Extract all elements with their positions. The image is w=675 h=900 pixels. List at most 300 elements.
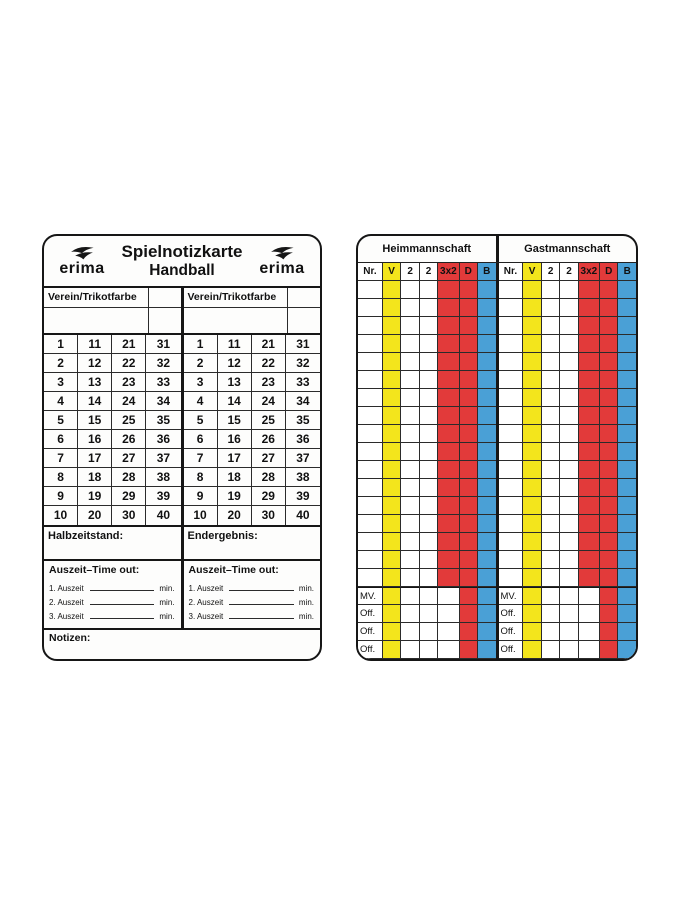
official-cell (618, 587, 636, 605)
player-cell (499, 335, 524, 353)
column-header-cell: 2 (401, 263, 419, 281)
player-cell (542, 353, 560, 371)
player-cell (499, 425, 524, 443)
player-cell (358, 533, 383, 551)
halftime-label: Halbzeitstand: (48, 530, 124, 542)
number-cell: 21 (112, 335, 146, 354)
player-cell (499, 299, 524, 317)
player-cell (618, 425, 636, 443)
player-cell (401, 335, 419, 353)
player-cell (542, 479, 560, 497)
erima-wordmark: erima (59, 260, 105, 277)
number-cell: 40 (296, 508, 310, 522)
player-cell (358, 389, 383, 407)
player-cell (401, 371, 419, 389)
official-label-cell: Off. (499, 605, 524, 623)
player-cell (383, 407, 401, 425)
number-cell: 11 (218, 335, 252, 354)
official-cell (542, 587, 560, 605)
player-cell (358, 407, 383, 425)
player-cell (438, 443, 459, 461)
player-cell (499, 479, 524, 497)
player-cell (618, 407, 636, 425)
player-cell (401, 497, 419, 515)
player-cell (460, 425, 478, 443)
player-cell (542, 443, 560, 461)
player-cell (560, 479, 578, 497)
player-cell (523, 371, 541, 389)
player-cell (499, 407, 524, 425)
player-cell (420, 353, 438, 371)
timeout-row-label: 3. Auszeit (188, 612, 224, 621)
player-cell (438, 533, 459, 551)
number-cell: 6 (44, 430, 78, 449)
player-cell (618, 497, 636, 515)
column-header-cell: V (523, 263, 541, 281)
player-cell (618, 335, 636, 353)
player-cell (438, 371, 459, 389)
player-cell (383, 371, 401, 389)
official-cell (383, 623, 401, 641)
number-cell: 28 (112, 468, 146, 487)
column-header-cell: V (383, 263, 401, 281)
player-cell (401, 389, 419, 407)
minutes-label: min. (298, 612, 314, 621)
erima-wordmark: erima (259, 260, 305, 277)
player-cell (383, 497, 401, 515)
player-cell (478, 515, 496, 533)
timeout-row (49, 579, 175, 593)
player-cell (600, 317, 618, 335)
player-cell (560, 317, 578, 335)
timeout-row-label: 2. Auszeit (188, 598, 224, 607)
timeout-row (49, 607, 175, 621)
player-cell (478, 497, 496, 515)
player-cell (383, 479, 401, 497)
erima-logo-left (53, 245, 111, 277)
player-cell (499, 515, 524, 533)
official-cell (460, 641, 478, 659)
official-label-cell: MV. (499, 587, 524, 605)
timeout-write-line (90, 617, 155, 619)
player-cell (618, 461, 636, 479)
minutes-label: min. (159, 612, 175, 621)
player-cell (523, 569, 541, 587)
number-cell: 38 (286, 468, 320, 487)
number-cell: 1 (184, 335, 218, 354)
player-cell (579, 569, 600, 587)
player-cell (560, 389, 578, 407)
player-cell (420, 407, 438, 425)
player-cell (542, 515, 560, 533)
player-cell (579, 479, 600, 497)
team-half-home (44, 288, 181, 525)
number-cell: 23 (252, 373, 286, 392)
number-cell: 26 (252, 430, 286, 449)
player-cell (523, 497, 541, 515)
number-cell: 30 (252, 506, 286, 525)
player-cell (383, 281, 401, 299)
score-section (44, 525, 320, 559)
player-cell (420, 371, 438, 389)
player-cell (579, 425, 600, 443)
player-cell (438, 497, 459, 515)
team-name-row (44, 308, 181, 335)
column-header-cell: 3x2 (438, 263, 459, 281)
player-cell (383, 335, 401, 353)
player-cell (383, 443, 401, 461)
number-cell: 40 (156, 508, 171, 522)
column-header-cell: Nr. (499, 263, 524, 281)
player-cell (560, 443, 578, 461)
timeout-write-line (90, 603, 155, 605)
player-cell (460, 461, 478, 479)
official-cell (401, 587, 419, 605)
erima-bird-icon (63, 245, 101, 260)
jersey-color-cell (288, 288, 320, 307)
number-cell: 22 (252, 354, 286, 373)
timeout-row-label: 2. Auszeit (49, 598, 84, 607)
player-cell (478, 443, 496, 461)
player-cell (579, 533, 600, 551)
player-cell (383, 353, 401, 371)
player-cell (460, 551, 478, 569)
player-cell (618, 389, 636, 407)
player-cell (478, 389, 496, 407)
official-cell (401, 623, 419, 641)
player-cell (401, 353, 419, 371)
player-cell (499, 371, 524, 389)
home-team-header: Heimmannschaft (382, 243, 472, 255)
number-cell: 29 (112, 487, 146, 506)
player-cell (460, 497, 478, 515)
official-cell (579, 605, 600, 623)
official-cell (560, 641, 578, 659)
player-cell (542, 317, 560, 335)
official-cell (460, 623, 478, 641)
player-cell (358, 335, 383, 353)
player-cell (579, 551, 600, 569)
number-cell: 20 (218, 506, 252, 525)
official-cell (478, 641, 496, 659)
player-cell (499, 461, 524, 479)
player-cell (499, 551, 524, 569)
official-label-cell: Off. (499, 641, 524, 659)
player-cell (600, 569, 618, 587)
player-cell (358, 299, 383, 317)
number-cell: 23 (112, 373, 146, 392)
number-cell: 14 (218, 392, 252, 411)
player-cell (560, 461, 578, 479)
player-cell (618, 551, 636, 569)
player-cell (600, 443, 618, 461)
player-cell (523, 353, 541, 371)
official-label-cell: Off. (499, 623, 524, 641)
player-cell (600, 425, 618, 443)
player-cell (523, 533, 541, 551)
erima-logo-right (253, 245, 311, 277)
timeout-row-label: 3. Auszeit (49, 612, 84, 621)
player-cell (618, 353, 636, 371)
number-cell: 13 (218, 373, 252, 392)
player-cell (383, 533, 401, 551)
player-cell (499, 533, 524, 551)
number-cell: 8 (44, 468, 78, 487)
timeout-write-line (90, 589, 155, 591)
number-cell: 14 (78, 392, 112, 411)
player-cell (438, 353, 459, 371)
timeout-half-guest (184, 561, 321, 628)
card-title-line2: Handball (149, 261, 215, 279)
player-cell (460, 335, 478, 353)
number-cell: 37 (286, 449, 320, 468)
player-cell (383, 551, 401, 569)
official-cell (420, 605, 438, 623)
player-cell (460, 281, 478, 299)
player-cell (420, 497, 438, 515)
number-cell: 33 (286, 373, 320, 392)
player-cell (358, 479, 383, 497)
team-header-row (184, 288, 321, 308)
official-cell (460, 605, 478, 623)
player-cell (438, 335, 459, 353)
player-cell (523, 515, 541, 533)
official-cell (523, 587, 541, 605)
number-cell: 27 (252, 449, 286, 468)
player-cell (523, 299, 541, 317)
player-cell (383, 425, 401, 443)
player-cell (358, 353, 383, 371)
player-cell (579, 317, 600, 335)
player-cell (420, 461, 438, 479)
team-name-cell (44, 308, 149, 333)
official-cell (579, 641, 600, 659)
number-cell: 33 (146, 373, 180, 392)
timeout-half-home (44, 561, 181, 628)
player-cell (523, 479, 541, 497)
timeout-write-line (229, 589, 294, 591)
player-cell (618, 299, 636, 317)
minutes-label: min. (298, 598, 314, 607)
player-cell (460, 353, 478, 371)
timeout-row (189, 593, 315, 607)
official-cell (438, 623, 459, 641)
player-cell (383, 569, 401, 587)
player-cell (460, 407, 478, 425)
player-cell (542, 533, 560, 551)
player-cell (401, 569, 419, 587)
number-cell: 25 (112, 411, 146, 430)
official-cell (478, 623, 496, 641)
player-cell (523, 443, 541, 461)
player-cell (401, 425, 419, 443)
official-cell (542, 605, 560, 623)
player-cell (560, 353, 578, 371)
player-cell (560, 407, 578, 425)
number-cell: 24 (252, 392, 286, 411)
number-cell: 34 (146, 392, 180, 411)
player-cell (401, 533, 419, 551)
number-cell: 31 (286, 335, 320, 354)
official-cell (542, 641, 560, 659)
number-cell: 31 (146, 335, 180, 354)
final-score-label: Endergebnis: (187, 530, 258, 542)
official-cell (383, 641, 401, 659)
player-cell (618, 515, 636, 533)
player-cell (499, 443, 524, 461)
player-cell (542, 335, 560, 353)
official-cell (579, 587, 600, 605)
number-cell: 21 (252, 335, 286, 354)
player-cell (478, 533, 496, 551)
number-cell: 19 (218, 487, 252, 506)
timeout-section (44, 559, 320, 628)
timeout-row (189, 607, 315, 621)
jersey-color-cell (288, 308, 320, 333)
player-cell (579, 299, 600, 317)
column-header-cell: 2 (420, 263, 438, 281)
player-cell (600, 515, 618, 533)
number-cell: 25 (252, 411, 286, 430)
player-cell (358, 515, 383, 533)
player-cell (460, 569, 478, 587)
player-cell (478, 479, 496, 497)
player-cell (420, 299, 438, 317)
player-cell (618, 479, 636, 497)
number-cell: 4 (184, 392, 218, 411)
player-cell (579, 335, 600, 353)
column-header-cell: D (600, 263, 618, 281)
player-cell (523, 407, 541, 425)
player-cell (542, 281, 560, 299)
number-cell: 28 (252, 468, 286, 487)
penalty-table (358, 263, 636, 659)
player-cell (523, 551, 541, 569)
player-cell (358, 551, 383, 569)
official-cell (401, 605, 419, 623)
player-cell (600, 407, 618, 425)
player-cell (358, 497, 383, 515)
player-cell (383, 515, 401, 533)
player-cell (401, 443, 419, 461)
number-cell: 24 (112, 392, 146, 411)
player-cell (438, 569, 459, 587)
player-cell (383, 461, 401, 479)
number-cell: 13 (78, 373, 112, 392)
player-cell (401, 461, 419, 479)
player-cell (460, 515, 478, 533)
player-cell (579, 353, 600, 371)
player-cell (542, 551, 560, 569)
player-cell (579, 281, 600, 299)
team-band (358, 236, 636, 263)
number-cell: 12 (218, 354, 252, 373)
player-cell (358, 371, 383, 389)
player-cell (560, 299, 578, 317)
player-cell (460, 479, 478, 497)
player-cell (438, 515, 459, 533)
teams-section (44, 286, 320, 525)
player-cell (600, 335, 618, 353)
player-cell (560, 281, 578, 299)
player-cell (438, 425, 459, 443)
player-cell (438, 389, 459, 407)
player-cell (542, 371, 560, 389)
number-cell: 1 (44, 335, 78, 354)
player-cell (542, 569, 560, 587)
player-cell (560, 425, 578, 443)
number-cell: 39 (146, 487, 180, 506)
player-cell (383, 389, 401, 407)
player-cell (579, 443, 600, 461)
team-header-row (44, 288, 181, 308)
official-cell (523, 623, 541, 641)
player-cell (460, 371, 478, 389)
column-header-cell: B (618, 263, 636, 281)
number-cell: 16 (78, 430, 112, 449)
number-cell: 7 (184, 449, 218, 468)
number-cell: 4 (44, 392, 78, 411)
player-cell (478, 371, 496, 389)
player-cell (560, 371, 578, 389)
player-cell (523, 281, 541, 299)
player-cell (499, 569, 524, 587)
score-tracking-card (356, 234, 638, 661)
number-cell: 6 (184, 430, 218, 449)
column-header-cell: 2 (542, 263, 560, 281)
number-cell: 12 (78, 354, 112, 373)
number-cell: 9 (184, 487, 218, 506)
minutes-label: min. (159, 598, 175, 607)
number-cell: 35 (146, 411, 180, 430)
player-cell (618, 533, 636, 551)
player-cell (478, 353, 496, 371)
player-cell (478, 425, 496, 443)
player-cell (420, 515, 438, 533)
player-cell (579, 407, 600, 425)
official-cell (579, 623, 600, 641)
player-cell (600, 533, 618, 551)
official-cell (600, 587, 618, 605)
player-cell (478, 407, 496, 425)
player-cell (600, 551, 618, 569)
card-title (111, 242, 253, 281)
number-cell: 3 (184, 373, 218, 392)
player-cell (478, 551, 496, 569)
number-cell: 16 (218, 430, 252, 449)
timeout-header: Auszeit–Time out: (49, 564, 140, 576)
number-cell: 22 (112, 354, 146, 373)
notes-section (44, 628, 320, 661)
number-cell: 2 (44, 354, 78, 373)
player-cell (618, 317, 636, 335)
player-cell (600, 389, 618, 407)
player-cell (478, 461, 496, 479)
official-cell (618, 641, 636, 659)
player-cell (358, 317, 383, 335)
player-cell (478, 317, 496, 335)
player-cell (438, 461, 459, 479)
player-cell (420, 533, 438, 551)
guest-team-header: Gastmannschaft (524, 243, 611, 255)
player-cell (401, 281, 419, 299)
official-cell (560, 623, 578, 641)
number-cell: 30 (112, 506, 146, 525)
minutes-label: min. (159, 584, 175, 593)
number-cell: 17 (218, 449, 252, 468)
player-cell (579, 515, 600, 533)
player-cell (460, 389, 478, 407)
